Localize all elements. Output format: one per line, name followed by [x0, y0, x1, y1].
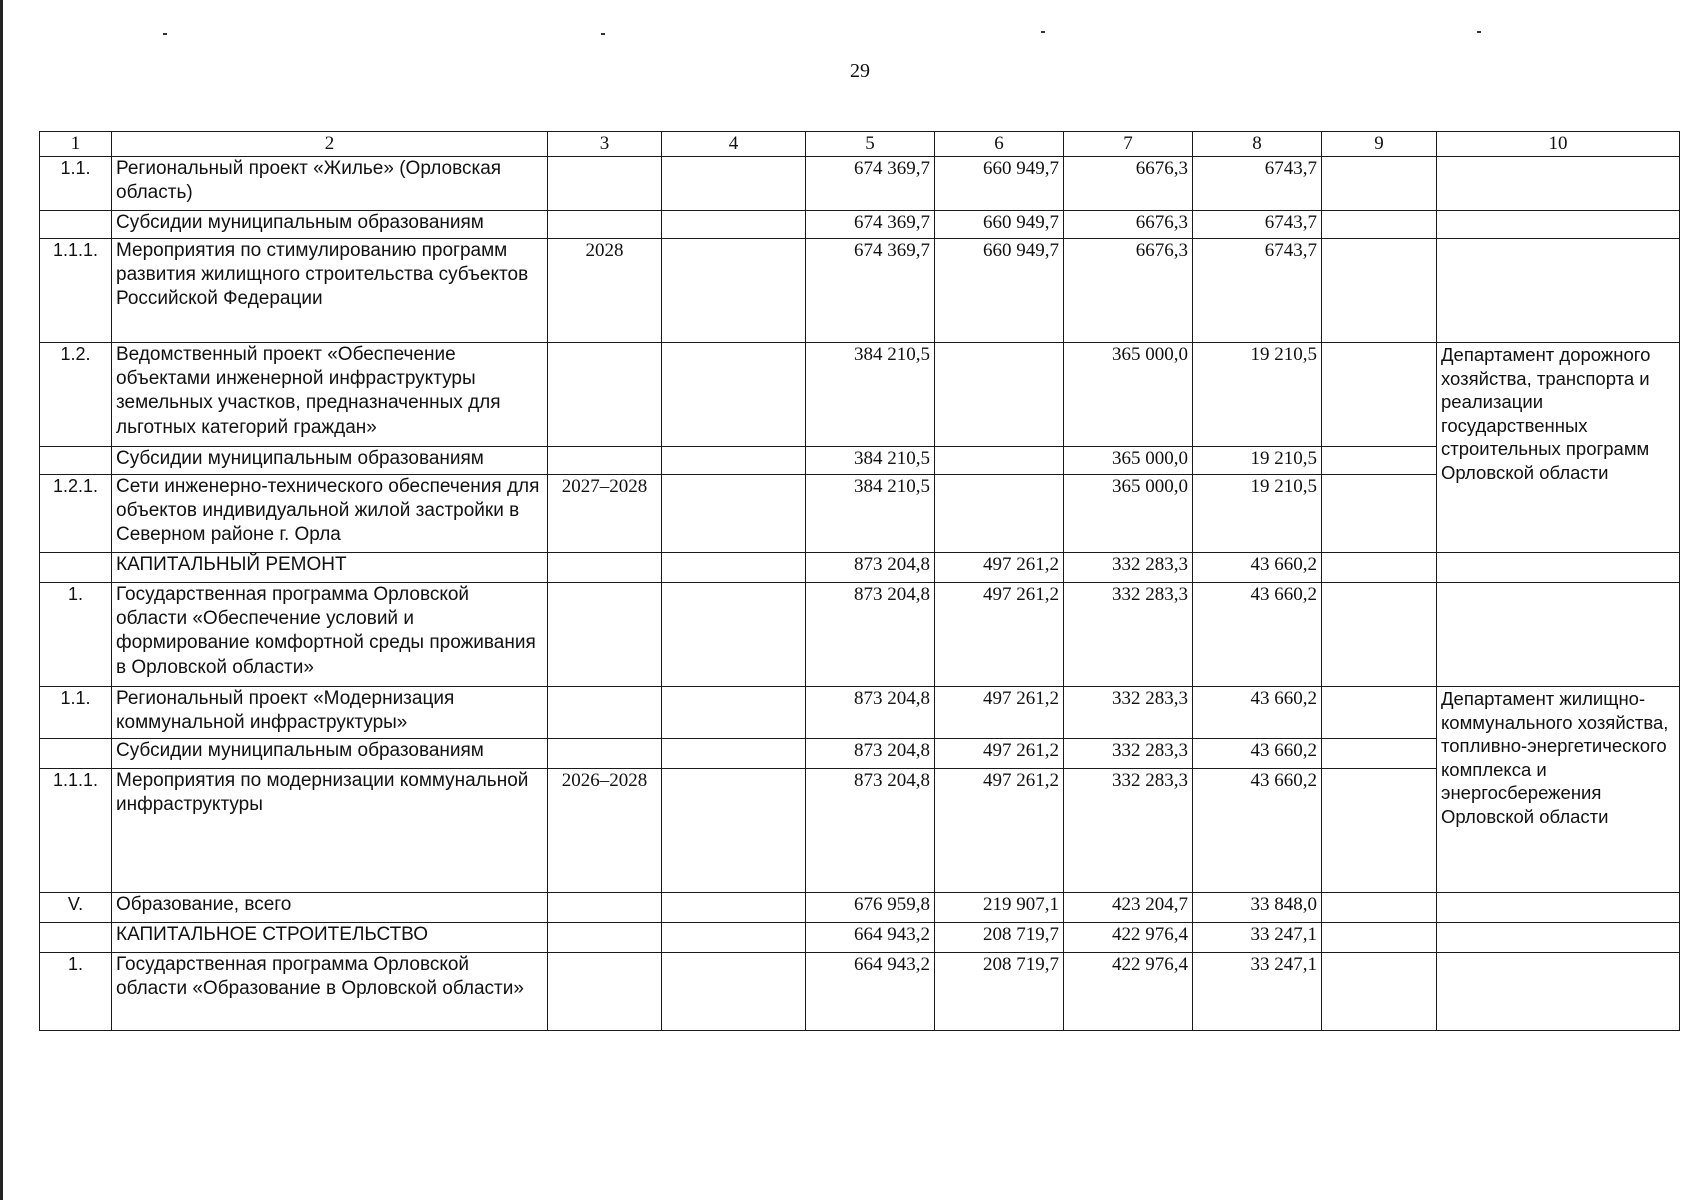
cell-c6: 219 907,1: [935, 893, 1064, 923]
cell-c3: [548, 583, 662, 687]
cell-c1: 1.1.: [40, 687, 112, 739]
cell-c8: 19 210,5: [1193, 475, 1322, 553]
cell-c9: [1322, 211, 1437, 239]
table-row: [40, 239, 1680, 343]
cell-c1: [40, 211, 112, 239]
cell-c7: 332 283,3: [1064, 553, 1193, 583]
cell-c2: КАПИТАЛЬНЫЙ РЕМОНТ: [112, 553, 548, 583]
scan-mark: [601, 33, 605, 35]
scan-mark: [1041, 31, 1045, 33]
scan-left-edge: [0, 0, 3, 1200]
cell-c2: Региональный проект «Жилье» (Орловская область): [112, 157, 548, 211]
cell-c9: [1322, 475, 1437, 553]
cell-c5: 873 204,8: [806, 553, 935, 583]
cell-c1: 1.1.1.: [40, 769, 112, 893]
cell-c1: 1.1.: [40, 157, 112, 211]
cell-c7: 6676,3: [1064, 239, 1193, 343]
cell-c4: [662, 239, 806, 343]
cell-c3: [548, 739, 662, 769]
cell-c6: [935, 475, 1064, 553]
cell-c4: [662, 687, 806, 739]
header-cell: 6: [935, 132, 1064, 157]
cell-c7: 6676,3: [1064, 157, 1193, 211]
table-row: [40, 211, 1680, 239]
cell-c4: [662, 343, 806, 447]
cell-c10: [1437, 239, 1680, 343]
cell-c1: 1.1.1.: [40, 239, 112, 343]
cell-c7: 365 000,0: [1064, 475, 1193, 553]
cell-c9: [1322, 447, 1437, 475]
cell-c8: 43 660,2: [1193, 687, 1322, 739]
cell-c10: [1437, 211, 1680, 239]
cell-c9: [1322, 553, 1437, 583]
cell-c3: [548, 211, 662, 239]
cell-c1: V.: [40, 893, 112, 923]
cell-c9: [1322, 923, 1437, 953]
cell-c1: 1.2.: [40, 343, 112, 447]
cell-c7: 332 283,3: [1064, 769, 1193, 893]
cell-c10: [1437, 583, 1680, 687]
header-cell: 2: [112, 132, 548, 157]
table-row: [40, 157, 1680, 211]
cell-c6: 497 261,2: [935, 583, 1064, 687]
cell-c5: 873 204,8: [806, 687, 935, 739]
cell-c7: 423 204,7: [1064, 893, 1193, 923]
cell-c4: [662, 893, 806, 923]
cell-c1: 1.2.1.: [40, 475, 112, 553]
table-row: [40, 687, 1680, 739]
cell-c6: 660 949,7: [935, 239, 1064, 343]
cell-c7: 332 283,3: [1064, 739, 1193, 769]
cell-c2: Государственная программа Орловской области «Обеспечение условий и формирование комфортной среды проживания в Орловской области»: [112, 583, 548, 687]
cell-c6: 660 949,7: [935, 211, 1064, 239]
table-row: [40, 583, 1680, 687]
scan-mark: [163, 33, 167, 35]
cell-c1: [40, 553, 112, 583]
cell-c3: 2026–2028: [548, 769, 662, 893]
cell-c1: [40, 447, 112, 475]
cell-c9: [1322, 343, 1437, 447]
cell-c2: Образование, всего: [112, 893, 548, 923]
cell-c4: [662, 739, 806, 769]
cell-c7: 6676,3: [1064, 211, 1193, 239]
scan-mark: [1477, 31, 1481, 33]
cell-c10: [1437, 923, 1680, 953]
cell-c2: Субсидии муниципальным образованиям: [112, 739, 548, 769]
table-row: [40, 739, 1680, 769]
cell-c1: 1.: [40, 583, 112, 687]
cell-c1: [40, 739, 112, 769]
cell-c8: 33 247,1: [1193, 923, 1322, 953]
cell-c2: Мероприятия по модернизации коммунальной инфраструктуры: [112, 769, 548, 893]
cell-c2: Сети инженерно-технического обеспечения для объектов индивидуальной жилой застройки в Северном районе г. Орла: [112, 475, 548, 553]
table-row: [40, 953, 1680, 1031]
header-cell: 3: [548, 132, 662, 157]
cell-c3: [548, 923, 662, 953]
cell-c6: [935, 343, 1064, 447]
cell-c8: 33 848,0: [1193, 893, 1322, 923]
header-cell: 10: [1437, 132, 1680, 157]
cell-c7: 365 000,0: [1064, 447, 1193, 475]
cell-c4: [662, 769, 806, 893]
table-row: [40, 923, 1680, 953]
header-cell: 8: [1193, 132, 1322, 157]
cell-c6: 497 261,2: [935, 739, 1064, 769]
page-number: 29: [850, 60, 870, 82]
cell-c5: 384 210,5: [806, 343, 935, 447]
cell-c6: [935, 447, 1064, 475]
cell-c4: [662, 583, 806, 687]
cell-c8: 43 660,2: [1193, 769, 1322, 893]
cell-c5: 674 369,7: [806, 211, 935, 239]
cell-c7: 422 976,4: [1064, 953, 1193, 1031]
table-row: [40, 343, 1680, 447]
cell-c6: 208 719,7: [935, 923, 1064, 953]
cell-c1: 1.: [40, 953, 112, 1031]
cell-c8: 19 210,5: [1193, 447, 1322, 475]
cell-c9: [1322, 953, 1437, 1031]
cell-c2: Мероприятия по стимулированию программ развития жилищного строительства субъектов Российской Федерации: [112, 239, 548, 343]
cell-c8: 43 660,2: [1193, 739, 1322, 769]
cell-c4: [662, 553, 806, 583]
header-row: [40, 132, 1680, 157]
cell-c5: 674 369,7: [806, 239, 935, 343]
responsible-department: Департамент дорожного хозяйства, транспорта и реализации государственных строительных программ Орловской области: [1437, 343, 1680, 553]
cell-c5: 873 204,8: [806, 583, 935, 687]
cell-c6: 208 719,7: [935, 953, 1064, 1031]
cell-c8: 43 660,2: [1193, 553, 1322, 583]
header-cell: 4: [662, 132, 806, 157]
cell-c4: [662, 475, 806, 553]
cell-c5: 676 959,8: [806, 893, 935, 923]
cell-c9: [1322, 583, 1437, 687]
cell-c8: 43 660,2: [1193, 583, 1322, 687]
cell-c2: Государственная программа Орловской области «Образование в Орловской области»: [112, 953, 548, 1031]
table-row: [40, 769, 1680, 893]
cell-c3: 2027–2028: [548, 475, 662, 553]
cell-c3: [548, 687, 662, 739]
cell-c4: [662, 211, 806, 239]
cell-c7: 332 283,3: [1064, 687, 1193, 739]
cell-c4: [662, 157, 806, 211]
cell-c1: [40, 923, 112, 953]
cell-c3: [548, 447, 662, 475]
cell-c2: Ведомственный проект «Обеспечение объектами инженерной инфраструктуры земельных участков, предназначенных для льготных категорий граждан»: [112, 343, 548, 447]
cell-c7: 422 976,4: [1064, 923, 1193, 953]
cell-c2: Субсидии муниципальным образованиям: [112, 211, 548, 239]
cell-c10: [1437, 157, 1680, 211]
cell-c5: 873 204,8: [806, 739, 935, 769]
cell-c6: 660 949,7: [935, 157, 1064, 211]
cell-c8: 19 210,5: [1193, 343, 1322, 447]
cell-c8: 6743,7: [1193, 157, 1322, 211]
cell-c8: 33 247,1: [1193, 953, 1322, 1031]
cell-c9: [1322, 893, 1437, 923]
cell-c2: Региональный проект «Модернизация коммунальной инфраструктуры»: [112, 687, 548, 739]
cell-c9: [1322, 157, 1437, 211]
table-row: [40, 553, 1680, 583]
cell-c3: [548, 953, 662, 1031]
responsible-department: Департамент жилищно-коммунального хозяйства, топливно-энергетического комплекса и энергосбережения Орловской области: [1437, 687, 1680, 893]
cell-c5: 664 943,2: [806, 923, 935, 953]
table-row: [40, 893, 1680, 923]
cell-c9: [1322, 739, 1437, 769]
cell-c4: [662, 923, 806, 953]
cell-c2: Субсидии муниципальным образованиям: [112, 447, 548, 475]
cell-c5: 674 369,7: [806, 157, 935, 211]
cell-c4: [662, 953, 806, 1031]
cell-c5: 384 210,5: [806, 447, 935, 475]
header-cell: 7: [1064, 132, 1193, 157]
cell-c5: 384 210,5: [806, 475, 935, 553]
cell-c10: [1437, 893, 1680, 923]
cell-c9: [1322, 239, 1437, 343]
cell-c3: [548, 893, 662, 923]
cell-c3: [548, 553, 662, 583]
cell-c9: [1322, 687, 1437, 739]
budget-table: [39, 131, 1680, 1031]
cell-c8: 6743,7: [1193, 211, 1322, 239]
cell-c5: 664 943,2: [806, 953, 935, 1031]
cell-c4: [662, 447, 806, 475]
table-row: [40, 475, 1680, 553]
table-row: [40, 447, 1680, 475]
header-cell: 9: [1322, 132, 1437, 157]
cell-c8: 6743,7: [1193, 239, 1322, 343]
cell-c3: [548, 157, 662, 211]
cell-c10: [1437, 553, 1680, 583]
cell-c7: 332 283,3: [1064, 583, 1193, 687]
cell-c6: 497 261,2: [935, 769, 1064, 893]
header-cell: 1: [40, 132, 112, 157]
cell-c9: [1322, 769, 1437, 893]
cell-c3: [548, 343, 662, 447]
cell-c10: [1437, 953, 1680, 1031]
cell-c6: 497 261,2: [935, 553, 1064, 583]
cell-c6: 497 261,2: [935, 687, 1064, 739]
header-cell: 5: [806, 132, 935, 157]
cell-c5: 873 204,8: [806, 769, 935, 893]
cell-c3: 2028: [548, 239, 662, 343]
cell-c7: 365 000,0: [1064, 343, 1193, 447]
cell-c2: КАПИТАЛЬНОЕ СТРОИТЕЛЬСТВО: [112, 923, 548, 953]
